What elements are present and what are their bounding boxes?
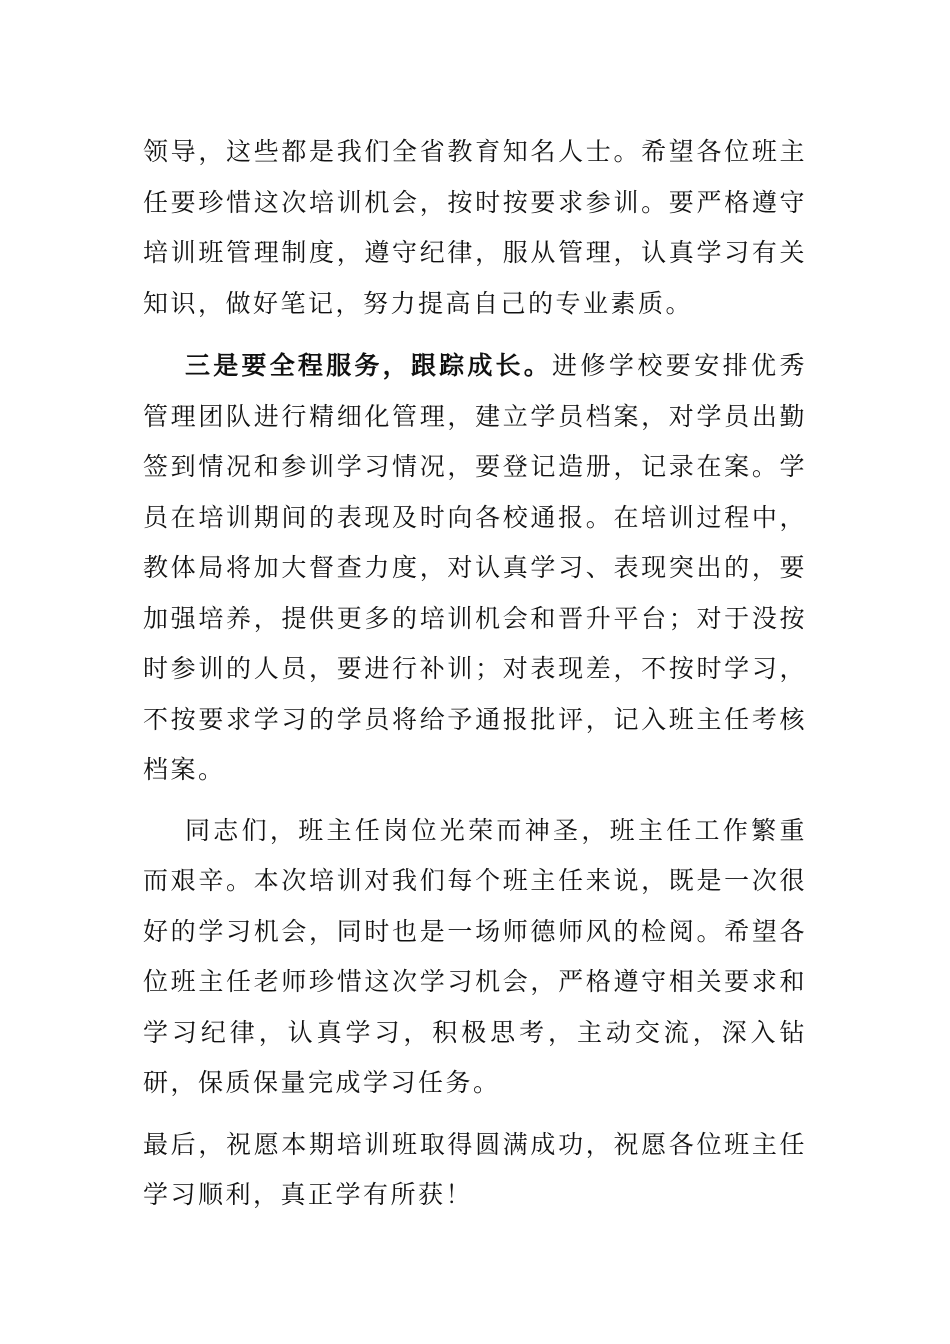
paragraph-continuation: 领导，这些都是我们全省教育知名人士。希望各位班主任要珍惜这次培训机会，按时按要求参训。要严格遵守培训班管理制度，遵守纪律，服从管理，认真学习有关知识，做好笔记，努力提高自己的专业素质。 — [143, 137, 807, 318]
paragraph-lead-heading: 三是要全程服务，跟踪成长。 — [185, 351, 553, 380]
document-body — [143, 127, 807, 1221]
paragraph-full-service — [143, 341, 807, 796]
paragraph-closing-wishes: 最后，祝愿本期培训班取得圆满成功，祝愿各位班主任学习顺利，真正学有所获！ — [143, 1129, 807, 1209]
paragraph-body-text: 进修学校要安排优秀管理团队进行精细化管理，建立学员档案，对学员出勤签到情况和参训学习情况，要登记造册，记录在案。学员在培训期间的表现及时向各校通报。在培训过程中，教体局将加大督查力度，对认真学习、表现突出的，要加强培养，提供更多的培训机会和晋升平台；对于没按时参训的人员，要进行补训；对表现差，不按时学习，不按要求学习的学员将给予通报批评，记入班主任考核档案。 — [143, 351, 807, 784]
paragraph-comrades: 同志们，班主任岗位光荣而神圣，班主任工作繁重而艰辛。本次培训对我们每个班主任来说，既是一次很好的学习机会，同时也是一场师德师风的检阅。希望各位班主任老师珍惜这次学习机会，严格遵守相关要求和学习纪律，认真学习，积极思考，主动交流，深入钻研，保质保量完成学习任务。 — [143, 815, 807, 1097]
